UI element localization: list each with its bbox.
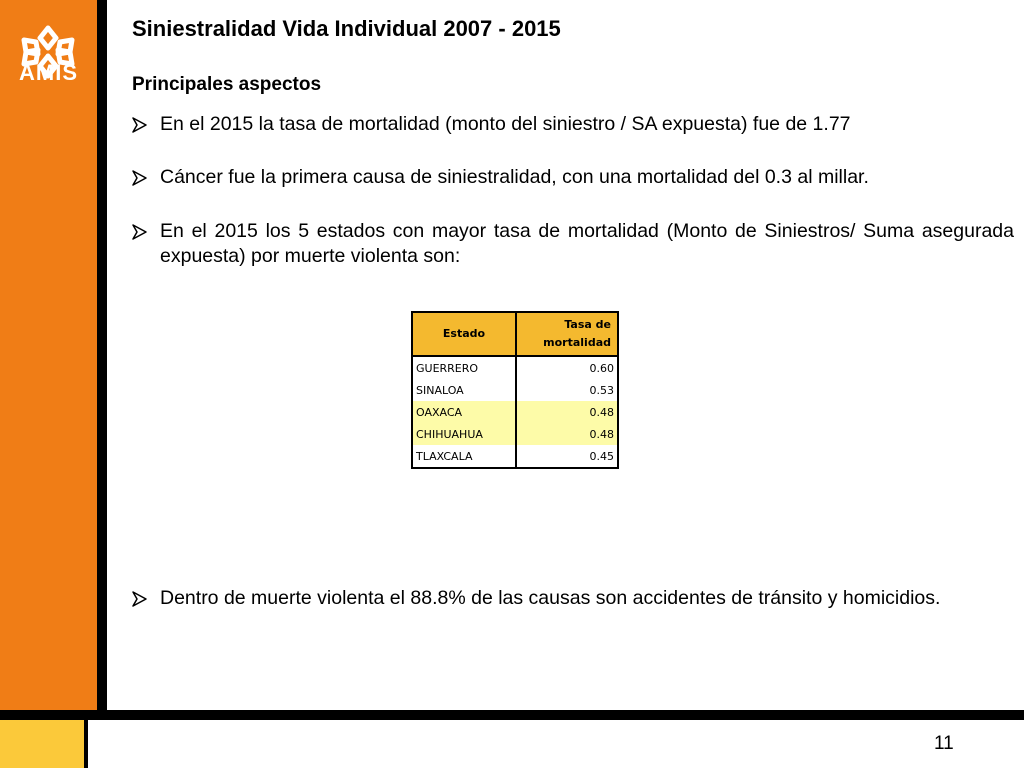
- slide-title: Siniestralidad Vida Individual 2007 - 2015: [132, 16, 561, 41]
- sidebar-band: [0, 0, 97, 710]
- tasa-cell: 0.48: [516, 423, 618, 445]
- page-number: 11: [934, 733, 954, 754]
- estado-cell: CHIHUAHUA: [412, 423, 516, 445]
- arrow-bullet-icon: [130, 590, 148, 608]
- mortality-rate-table: [411, 311, 619, 469]
- bullet-text: Cáncer fue la primera causa de siniestralidad, con una mortalidad del 0.3 al millar.: [160, 166, 869, 188]
- header-tasa: Tasa de mortalidad: [516, 312, 618, 356]
- tasa-cell: 0.53: [589, 383, 614, 397]
- bullet-text: En el 2015 los 5 estados con mayor tasa de mortalidad (Monto de Siniestros/ Suma asegurada expuesta) por muerte violenta son:: [160, 220, 1014, 267]
- table-row: [412, 379, 618, 401]
- table-row: [412, 356, 618, 379]
- bullet-item: [130, 586, 1014, 611]
- slide-subtitle: Principales aspectos: [132, 74, 322, 95]
- header-estado: Estado: [412, 312, 516, 356]
- table-row: [412, 423, 618, 445]
- table-header-row: [412, 312, 618, 356]
- bullet-text: Dentro de muerte violenta el 88.8% de las causas son accidentes de tránsito y homicidios.: [160, 587, 941, 609]
- footer-divider: [84, 720, 88, 768]
- table-row: [412, 401, 618, 423]
- arrow-bullet-icon: [130, 116, 148, 134]
- tasa-cell: 0.60: [589, 361, 614, 375]
- bullet-item: [130, 219, 1014, 269]
- estado-cell: SINALOA: [412, 379, 516, 401]
- estado-cell: TLAXCALA: [412, 445, 516, 468]
- footer-block: [0, 720, 84, 768]
- bullet-item: [130, 112, 1014, 137]
- bottom-divider: [0, 710, 1024, 720]
- tasa-cell: 0.45: [589, 449, 614, 463]
- table-row: [412, 445, 618, 468]
- estado-cell: OAXACA: [412, 401, 516, 423]
- sidebar-divider: [97, 0, 107, 710]
- arrow-bullet-icon: [130, 169, 148, 187]
- logo-text: AMIS: [19, 60, 78, 85]
- tasa-cell: 0.48: [516, 401, 618, 423]
- estado-cell: GUERRERO: [412, 356, 516, 379]
- bullet-item: [130, 165, 1014, 190]
- arrow-bullet-icon: [130, 223, 148, 241]
- bullet-text: En el 2015 la tasa de mortalidad (monto del siniestro / SA expuesta) fue de 1.77: [160, 113, 851, 135]
